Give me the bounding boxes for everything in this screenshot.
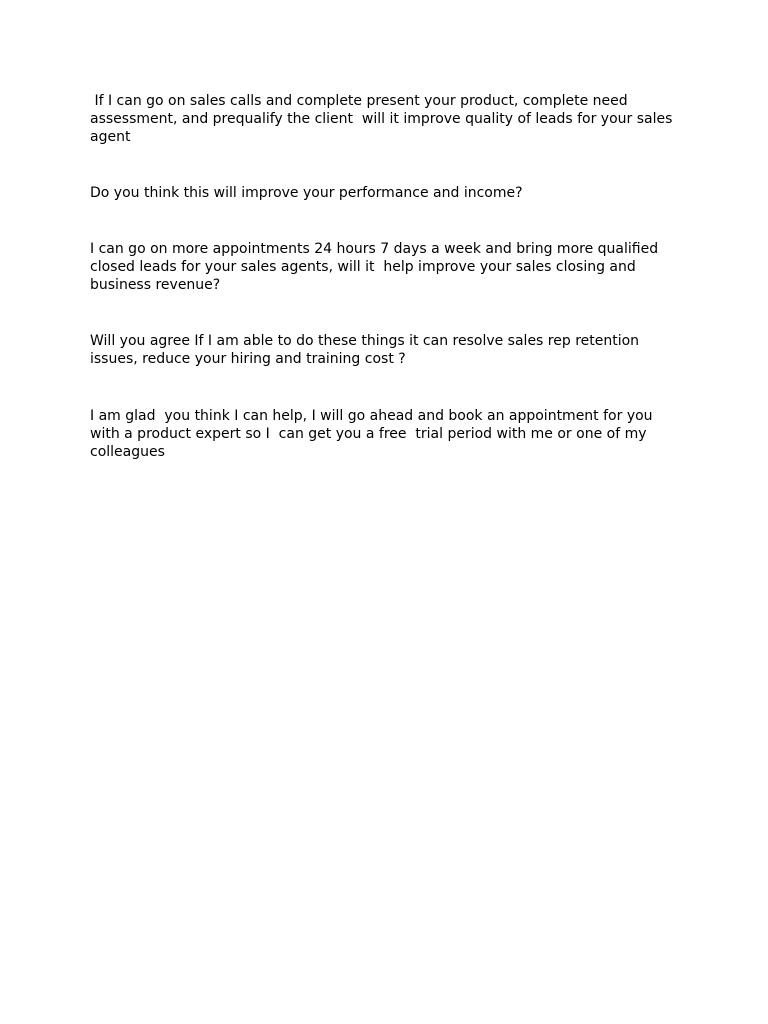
- paragraph-2: Do you think this will improve your performance and income?: [90, 185, 523, 201]
- paragraph-4: Will you agree If I am able to do these things it can resolve sales rep retention issues, reduce your hiring and training cost ?: [90, 333, 644, 367]
- paragraph-3: I can go on more appointments 24 hours 7 days a week and bring more qualified closed leads for your sales agents, will it help improve your sales closing and business revenue?: [90, 241, 663, 293]
- paragraph-1: If I can go on sales calls and complete present your product, complete need assessment, and prequalify the client will it improve quality of leads for your sales agent: [90, 93, 677, 145]
- paragraph-5: I am glad you think I can help, I will go ahead and book an appointment for you with a product expert so I can get you a free trial period with me or one of my colleagues: [90, 408, 657, 460]
